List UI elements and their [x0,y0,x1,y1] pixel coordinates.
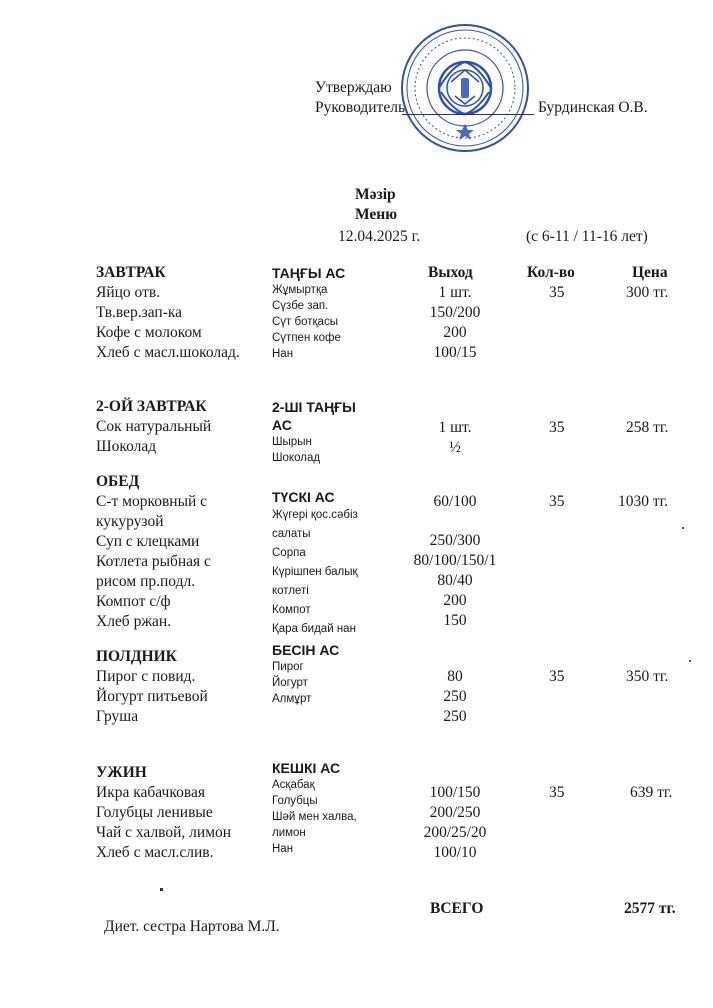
snack-outputs [410,667,500,727]
section-title: ЗАВТРАК [96,264,166,281]
section-title-kz: ТАҢҒЫ АС [272,265,346,281]
output-value: ½ [449,439,461,456]
head-name: Бурдинская О.В. [538,99,648,116]
list-item-kz: Шәй мен халва, [272,811,357,823]
lunch-ru [96,472,211,632]
list-item-kz: Пирог [272,661,304,673]
dinner-outputs [410,783,500,863]
list-item-kz: Голубцы [272,795,318,807]
list-item-kz: котлеті [272,585,309,597]
list-item: С-т морковный с [96,493,208,510]
list-item-kz: Шоколад [272,452,321,464]
output-value: 80 [447,668,463,685]
list-item-kz: Алмұрт [272,693,312,705]
output-value: 150 [443,612,467,629]
section-title-kz-cont: АС [272,417,292,433]
section-title-kz: 2-ШІ ТАҢҒЫ [272,399,356,415]
output-value: 60/100 [433,493,477,510]
breakfast-kz [272,264,345,362]
list-item: Кофе с молоком [96,324,202,341]
list-item: Хлеб с масл.слив. [96,844,214,861]
list-item-kz: Йогурт [272,677,308,689]
snack-price: 350 тг. [626,668,669,685]
header-qty: Кол-во [527,264,575,281]
section-title-kz: ТҮСКІ АС [272,489,335,505]
output-value: 200/25/20 [423,824,487,841]
lunch-price: 1030 тг. [618,493,669,510]
section-title-kz: КЕШКІ АС [272,760,341,776]
list-item-kz: Сүтпен кофе [272,332,341,344]
total-label: ВСЕГО [430,900,484,917]
approve-label: Утверждаю [315,79,392,96]
list-item-kz: Шырын [272,436,312,448]
list-item: Хлеб ржан. [96,613,172,630]
section-title: 2-ОЙ ЗАВТРАК [96,398,207,415]
section-title: УЖИН [96,764,147,781]
list-item-kz: Нан [272,843,294,855]
snack-kz [272,641,339,707]
list-item-kz: Сүзбе зап. [272,300,329,312]
list-item: Хлеб с масл.шоколад. [96,344,240,361]
menu-age-range: (с 6-11 / 11-16 лет) [526,228,648,245]
output-value: 250 [443,708,467,725]
dinner-price: 639 тг. [630,784,673,801]
section-title: ОБЕД [96,473,140,490]
list-item: Икра кабачковая [96,784,205,801]
output-value: 100/15 [433,344,477,361]
second-breakfast-qty: 35 [549,419,565,436]
list-item: рисом пр.подл. [96,573,196,590]
list-item: Голубцы ленивые [96,804,213,821]
dietary-nurse-signature: Диет. сестра Нартова М.Л. [104,918,280,935]
section-title-kz: БЕСІН АС [272,642,340,658]
list-item: Йогурт питьевой [96,688,208,705]
menu-date: 12.04.2025 г. [338,228,421,245]
header-price: Цена [632,264,668,281]
scan-speck [160,888,163,891]
dinner-kz [272,759,357,857]
list-item: Компот с/ф [96,593,171,610]
breakfast-outputs [410,283,500,363]
list-item-kz: лимон [272,827,306,839]
output-value: 150/200 [429,304,481,321]
list-item: Пирог с повид. [96,668,196,685]
output-value: 1 шт. [438,419,472,436]
scan-speck [682,527,684,529]
header-output: Выход [428,264,473,281]
output-value: 200 [443,324,467,341]
output-value: 250 [443,688,467,705]
dinner-qty: 35 [549,784,565,801]
list-item-kz: Күрішпен балық [272,566,358,578]
menu-title-kz: Мәзір [355,186,396,203]
output-value: 100/10 [433,844,477,861]
second-breakfast-kz [272,398,356,466]
snack-qty: 35 [549,668,565,685]
list-item-kz: Компот [272,604,311,616]
signature-line [402,114,534,115]
list-item-kz: Жүгері қос.сәбіз [272,509,358,521]
output-value: 100/150 [429,784,481,801]
section-title: ПОЛДНИК [96,648,177,665]
output-value: 80/100/150/1 [413,552,497,569]
list-item-kz: Сүт ботқасы [272,316,338,328]
dinner-ru [96,763,231,863]
menu-title-ru: Меню [355,206,398,223]
lunch-qty: 35 [549,493,565,510]
list-item: Тв.вер.зап-ка [96,304,183,321]
official-seal-stamp [399,22,531,154]
list-item-kz: Асқабақ [272,779,315,791]
list-item-kz: Нан [272,348,294,360]
list-item: Яйцо отв. [96,284,161,301]
list-item-kz: Қара бидай нан [272,623,356,635]
list-item-kz: Сорпа [272,547,306,559]
list-item-kz: салаты [272,528,311,540]
list-item-kz: Жұмыртқа [272,284,328,296]
snack-ru [96,647,208,727]
total-value: 2577 тг. [624,900,676,917]
breakfast-ru [96,263,240,363]
list-item: Котлета рыбная с [96,553,211,570]
second-breakfast-ru [96,397,211,457]
lunch-outputs [405,531,505,631]
output-value: 1 шт. [438,284,472,301]
scan-speck [689,660,691,662]
list-item: Груша [96,708,139,725]
list-item: Сок натуральный [96,418,212,435]
second-breakfast-outputs [410,418,500,458]
breakfast-qty: 35 [549,284,565,301]
list-item: Шоколад [96,438,157,455]
lunch-kz [272,488,358,639]
list-item: Чай с халвой, лимон [96,824,232,841]
second-breakfast-price: 258 тг. [626,419,669,436]
output-value: 80/40 [437,572,473,589]
breakfast-price: 300 тг. [626,284,669,301]
list-item: кукурузой [96,513,164,530]
output-value: 250/300 [429,532,481,549]
list-item: Суп с клецками [96,533,200,550]
head-label: Руководитель [315,99,406,116]
output-value: 200 [443,592,467,609]
output-value: 200/250 [429,804,481,821]
